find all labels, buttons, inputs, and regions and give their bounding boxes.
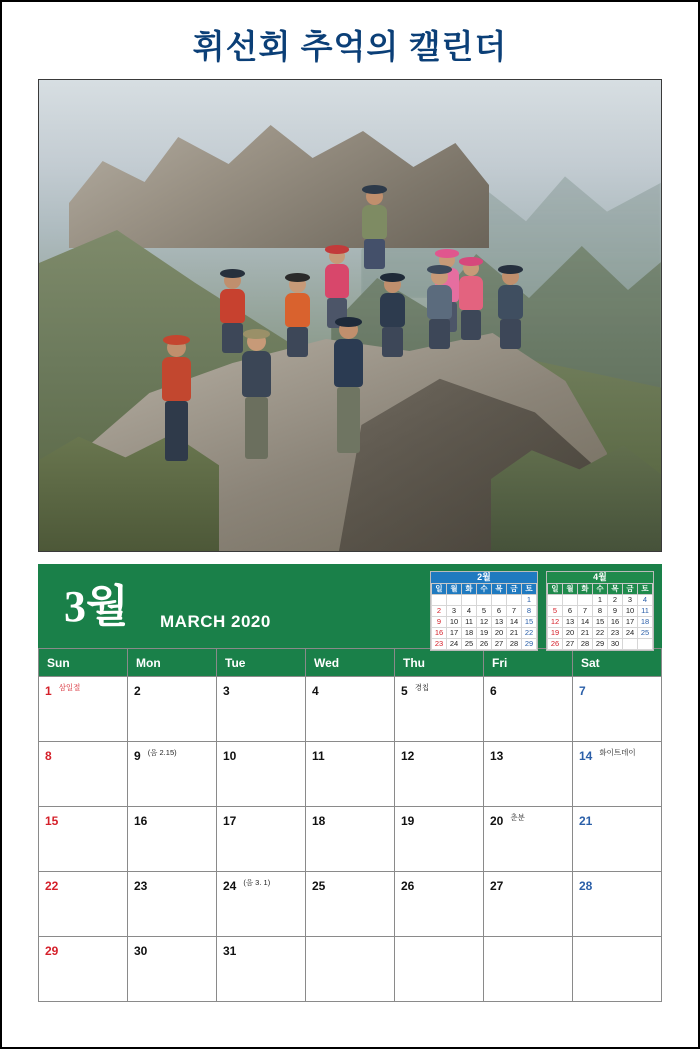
day-number: 3 [223,684,230,698]
day-note: (음 3. 1) [243,878,271,887]
month-label-en: MARCH 2020 [160,612,271,631]
table-row [39,872,662,937]
day-cell[interactable] [306,677,395,742]
mini-week-row [432,606,537,617]
day-number: 16 [134,814,148,828]
mini-day-cell: 29 [522,639,537,650]
day-cell[interactable] [306,742,395,807]
mini-day-cell: 14 [578,617,593,628]
day-number: 26 [401,879,415,893]
mini-weekday: 월 [447,584,462,595]
mini-day-cell: 20 [563,628,578,639]
day-number: 9 [134,749,141,763]
mini-day-cell: 22 [522,628,537,639]
day-cell[interactable] [128,937,217,1002]
mini-weekday: 화 [578,584,593,595]
weekday-header-sat: Sat [573,649,662,677]
day-note: 춘분 [510,813,525,822]
mini-day-cell: 29 [593,639,608,650]
mini-day-cell [548,595,563,606]
day-cell[interactable] [128,677,217,742]
day-cell[interactable] [395,677,484,742]
day-number: 23 [134,879,148,893]
day-number: 11 [312,749,325,763]
mini-weekday: 목 [492,584,507,595]
day-number: 31 [223,944,237,958]
mini-day-cell: 4 [638,595,653,606]
day-number: 22 [45,879,59,893]
mini-day-cell: 26 [548,639,563,650]
mini-day-cell: 1 [593,595,608,606]
mini-week-row [548,617,653,628]
day-cell[interactable] [217,677,306,742]
mini-day-cell: 2 [432,606,447,617]
day-cell[interactable] [217,872,306,937]
mini-day-cell: 13 [492,617,507,628]
mini-day-cell: 11 [638,606,653,617]
mini-day-cell [563,595,578,606]
day-number: 12 [401,749,415,763]
calendar-grid [38,648,662,1002]
mini-day-cell: 27 [492,639,507,650]
mini-day-cell: 15 [522,617,537,628]
mini-day-cell: 5 [477,606,492,617]
photo-frame [38,79,662,552]
mini-calendar-title: 2월 [431,572,537,583]
mini-day-cell [432,595,447,606]
day-cell[interactable] [395,937,484,1002]
mini-day-cell: 23 [432,639,447,650]
mini-day-cell [477,595,492,606]
hiker-figure [289,276,306,357]
day-cell[interactable] [217,742,306,807]
day-cell[interactable] [39,742,128,807]
hiker-figure [247,332,266,459]
day-number: 10 [223,749,237,763]
day-number: 6 [490,684,497,698]
day-number: 21 [579,814,593,828]
day-note: 삼일절 [58,683,81,692]
mini-day-cell: 12 [548,617,563,628]
mini-day-cell: 28 [507,639,522,650]
mini-day-cell: 11 [462,617,477,628]
weekday-header-wed: Wed [306,649,395,677]
day-number: 5 [401,684,408,698]
weekday-header-tue: Tue [217,649,306,677]
day-cell[interactable] [484,677,573,742]
day-cell[interactable] [484,807,573,872]
day-cell[interactable] [128,872,217,937]
mini-day-cell: 18 [638,617,653,628]
mini-day-cell: 10 [447,617,462,628]
day-cell[interactable] [573,807,662,872]
hiker-figure [502,268,519,349]
day-number: 27 [490,879,504,893]
hiker-figure [366,188,383,269]
day-note: 화이트데이 [599,748,636,757]
day-number: 7 [579,684,586,698]
day-cell[interactable] [395,742,484,807]
hiker-figure [463,260,479,340]
group-hiking-photo [39,80,661,551]
mini-weekday-row [432,584,537,595]
mini-weekday: 금 [507,584,522,595]
day-number: 25 [312,879,326,893]
day-number: 30 [134,944,148,958]
mini-day-cell [623,639,638,650]
mini-day-cell: 8 [593,606,608,617]
mini-day-cell: 9 [608,606,623,617]
weekday-header-row [39,649,662,677]
day-number: 24 [223,879,237,893]
mini-day-cell: 25 [638,628,653,639]
mini-calendar-title: 4월 [547,572,653,583]
mini-calendar [546,571,654,651]
mini-weekday: 월 [563,584,578,595]
mini-week-row [432,628,537,639]
mini-day-cell: 15 [593,617,608,628]
day-number: 28 [579,879,593,893]
hiker-figure [384,276,401,357]
mini-day-cell [507,595,522,606]
calendar-header-row [39,649,662,677]
mini-weekday: 화 [462,584,477,595]
mini-day-cell: 5 [548,606,563,617]
hiker-figure [339,320,358,453]
mini-day-cell: 6 [563,606,578,617]
day-cell[interactable] [484,937,573,1002]
mini-day-cell: 17 [447,628,462,639]
mini-day-cell: 3 [447,606,462,617]
mini-day-cell [447,595,462,606]
day-number: 18 [312,814,326,828]
mini-day-cell: 12 [477,617,492,628]
weekday-header-fri: Fri [484,649,573,677]
mini-day-cell: 25 [462,639,477,650]
day-number: 15 [45,814,59,828]
hiker-figure [329,248,345,328]
day-cell[interactable] [39,872,128,937]
day-cell[interactable] [39,937,128,1002]
weekday-header-sun: Sun [39,649,128,677]
calendar-table [38,648,662,1002]
mini-weekday: 토 [522,584,537,595]
mini-day-cell: 19 [548,628,563,639]
table-row [39,742,662,807]
mini-day-cell [578,595,593,606]
mini-day-cell: 3 [623,595,638,606]
day-number: 4 [312,684,319,698]
mini-day-cell: 2 [608,595,623,606]
mini-day-cell: 7 [578,606,593,617]
day-cell[interactable] [573,872,662,937]
mini-day-cell: 10 [623,606,638,617]
mini-day-cell: 8 [522,606,537,617]
mini-day-cell: 20 [492,628,507,639]
day-number: 19 [401,814,415,828]
mini-calendar-table [547,583,653,650]
mini-weekday: 수 [593,584,608,595]
mini-day-cell: 27 [563,639,578,650]
mini-day-cell: 16 [432,628,447,639]
mini-day-cell: 1 [522,595,537,606]
mini-calendar [430,571,538,651]
mini-day-cell: 17 [623,617,638,628]
table-row [39,937,662,1002]
mini-weekday-row [548,584,653,595]
page-title: 휘선회 추억의 캘린더 [192,30,508,66]
month-banner [38,564,662,648]
mini-day-cell: 21 [507,628,522,639]
day-cell[interactable] [39,677,128,742]
mini-week-row [548,595,653,606]
mini-day-cell: 13 [563,617,578,628]
mini-week-row [548,639,653,650]
weekday-header-thu: Thu [395,649,484,677]
mini-day-cell: 4 [462,606,477,617]
mini-day-cell: 22 [593,628,608,639]
day-number: 17 [223,814,237,828]
mini-day-cell [638,639,653,650]
mini-day-cell: 6 [492,606,507,617]
day-cell[interactable] [217,937,306,1002]
calendar-body [39,677,662,1002]
mini-weekday: 금 [623,584,638,595]
day-cell[interactable] [484,872,573,937]
day-cell[interactable] [484,742,573,807]
mini-calendars [430,571,654,651]
mini-day-cell [462,595,477,606]
mini-day-cell: 9 [432,617,447,628]
month-label-ko: 3월 [64,582,129,631]
mini-day-cell: 30 [608,639,623,650]
hiker-figure [167,338,186,461]
mini-day-cell: 14 [507,617,522,628]
mini-day-cell: 28 [578,639,593,650]
mini-weekday: 목 [608,584,623,595]
hiker-figure [431,268,448,349]
day-cell[interactable] [128,742,217,807]
day-number: 20 [490,814,504,828]
mini-week-row [432,639,537,650]
mini-weekday: 일 [548,584,563,595]
mini-week-row [548,628,653,639]
mini-weekday: 토 [638,584,653,595]
mini-calendar-table [431,583,537,650]
table-row [39,677,662,742]
mini-day-cell: 18 [462,628,477,639]
day-number: 8 [45,749,52,763]
mini-day-cell: 26 [477,639,492,650]
day-cell[interactable] [306,872,395,937]
hiker-figure [224,272,241,353]
day-number: 1 [45,684,52,698]
mini-weekday: 일 [432,584,447,595]
mini-day-cell: 7 [507,606,522,617]
mini-day-cell: 19 [477,628,492,639]
day-cell[interactable] [217,807,306,872]
day-cell[interactable] [395,872,484,937]
day-note: 경칩 [414,683,430,692]
mini-week-row [548,606,653,617]
mini-day-cell: 24 [447,639,462,650]
table-row [39,807,662,872]
day-cell[interactable] [573,677,662,742]
mini-day-cell: 21 [578,628,593,639]
day-cell[interactable] [128,807,217,872]
day-cell[interactable] [573,937,662,1002]
mini-week-row [432,617,537,628]
day-cell[interactable] [573,742,662,807]
day-number: 2 [134,684,141,698]
day-number: 13 [490,749,504,763]
day-cell[interactable] [39,807,128,872]
mini-day-cell: 16 [608,617,623,628]
day-number: 14 [579,749,593,763]
mini-day-cell [492,595,507,606]
day-cell[interactable] [395,807,484,872]
mini-week-row [432,595,537,606]
weekday-header-mon: Mon [128,649,217,677]
mini-weekday: 수 [477,584,492,595]
day-cell[interactable] [306,937,395,1002]
day-cell[interactable] [306,807,395,872]
mini-day-cell: 24 [623,628,638,639]
hiker-group [39,80,661,551]
mini-day-cell: 23 [608,628,623,639]
day-note: (음 2.15) [147,748,177,757]
day-number: 29 [45,944,59,958]
